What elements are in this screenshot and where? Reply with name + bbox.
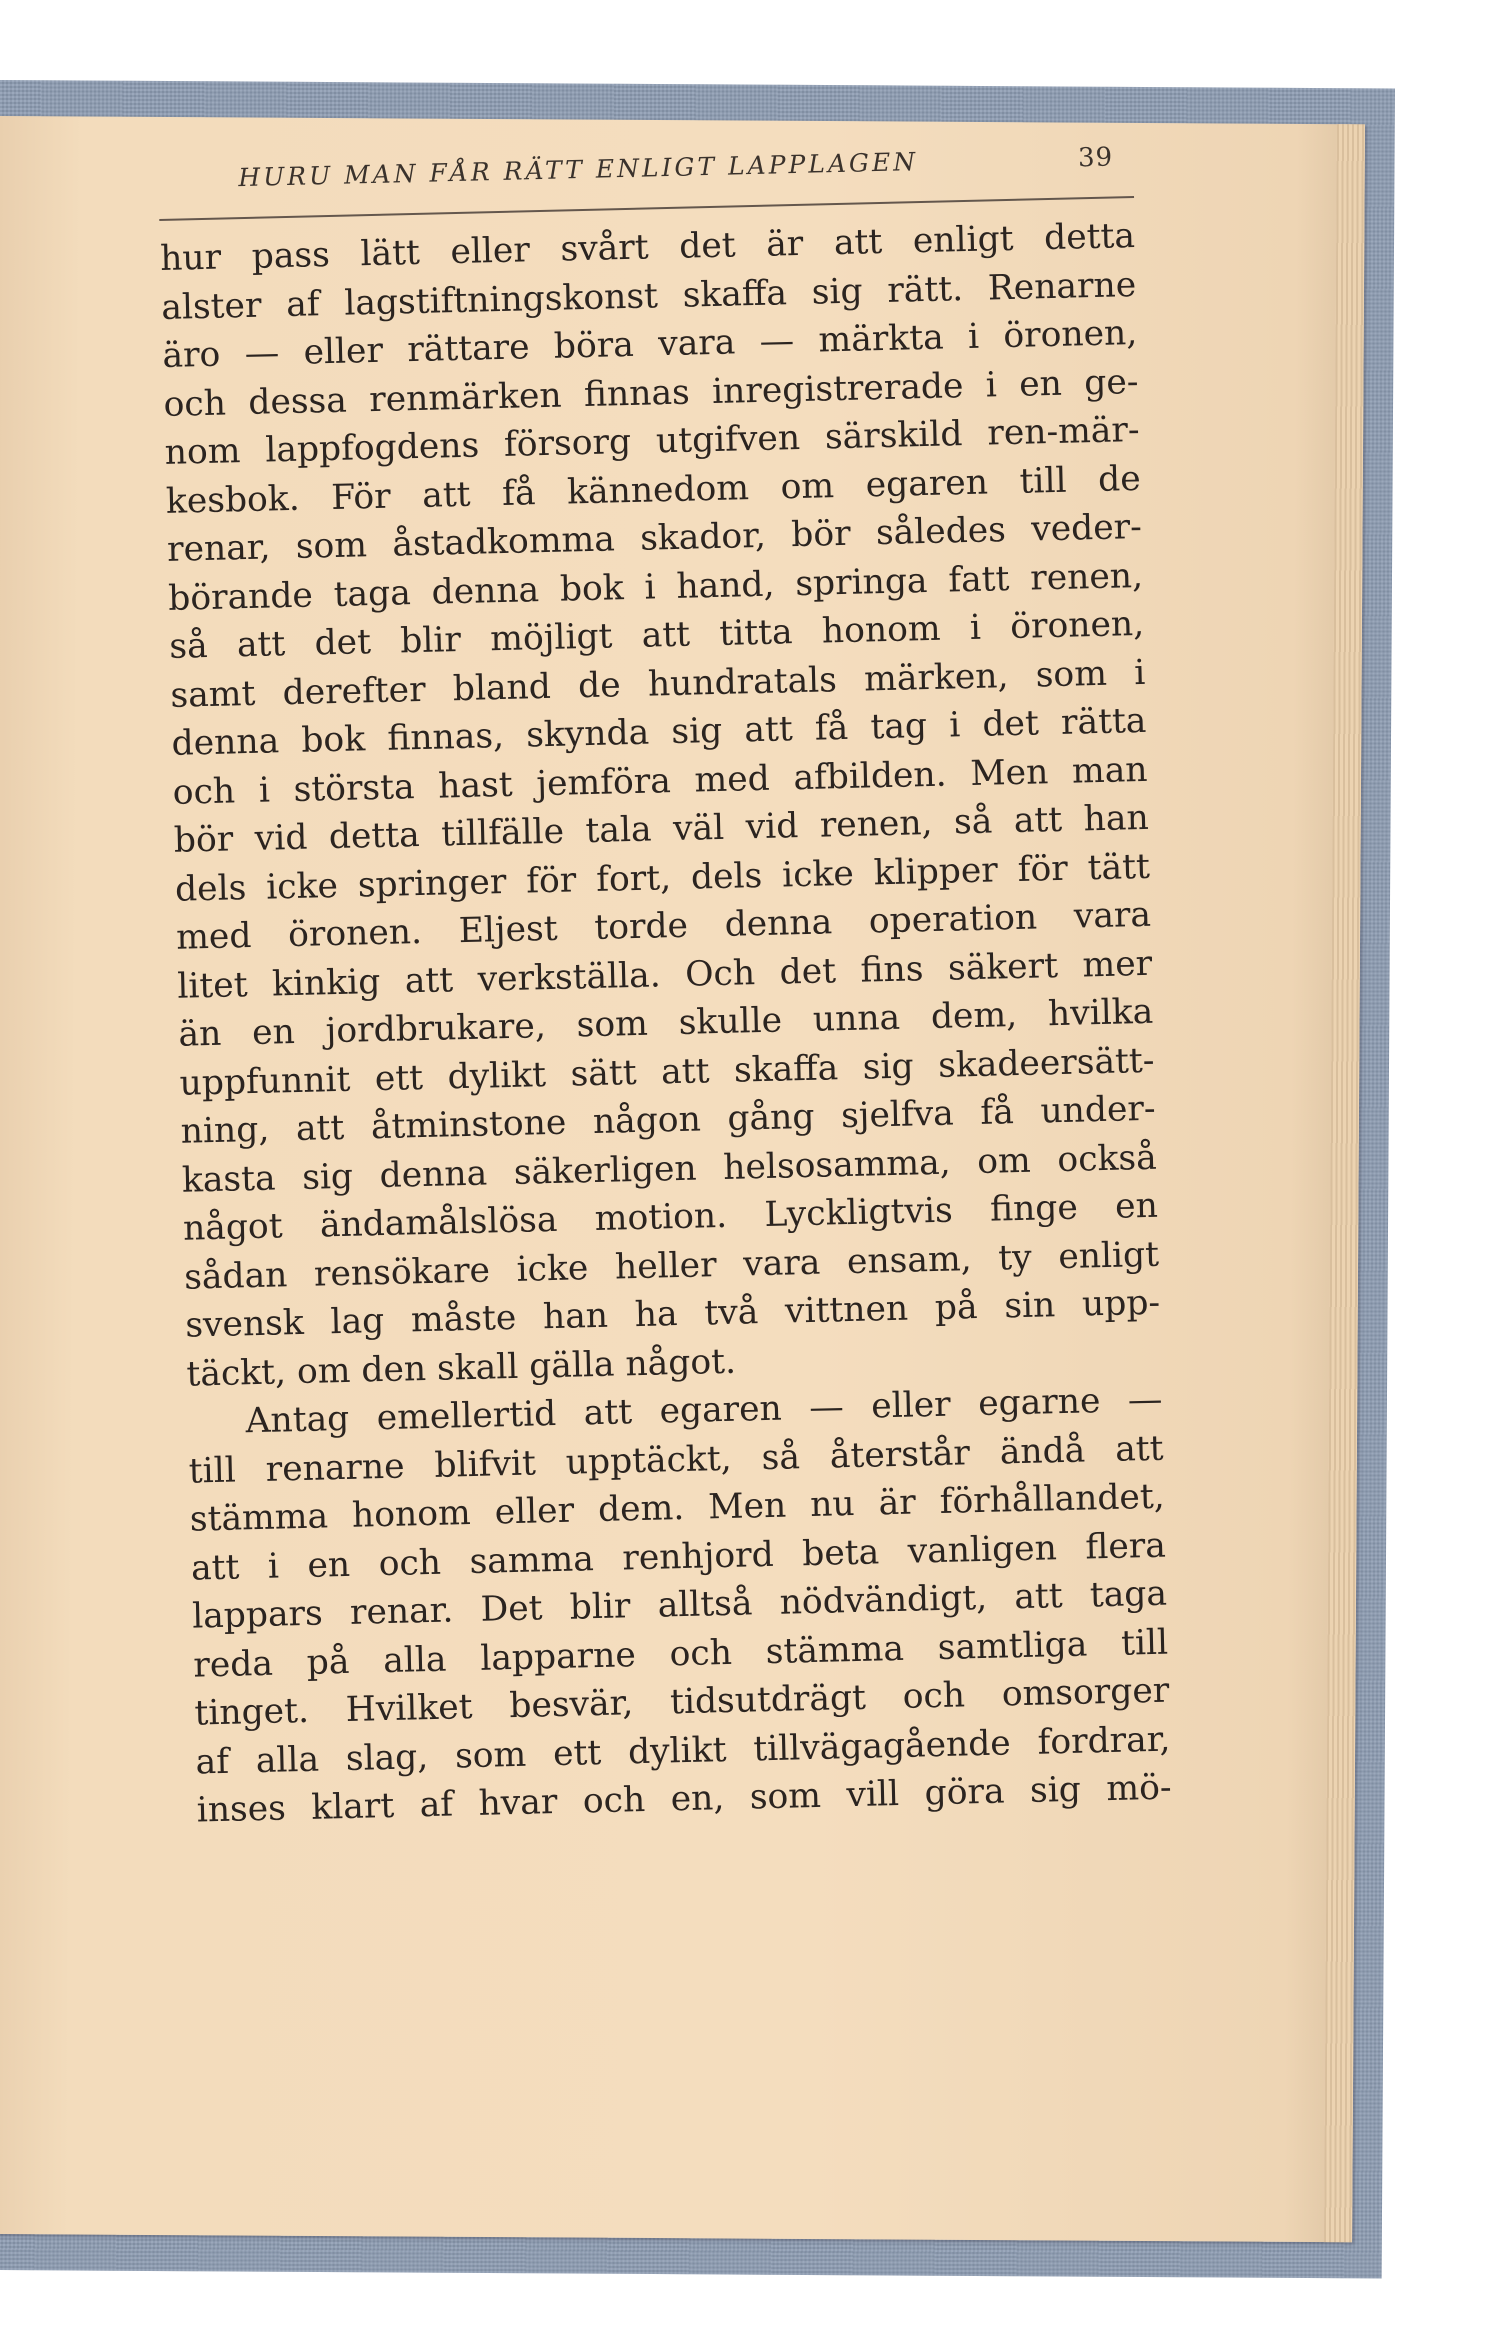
text-line: stämma honom eller dem. Men nu är förhållandet,: [189, 1476, 1166, 1540]
text-line: bör vid detta tillfälle tala väl vid renen, så att han: [173, 797, 1150, 861]
text-line: med öronen. Eljest torde denna operation vara: [175, 894, 1152, 958]
text-line: dels icke springer för fort, dels icke klipper för tätt: [174, 846, 1151, 910]
text-line: att i en och samma renhjord beta vanligen flera: [190, 1525, 1167, 1589]
paragraph-end-line: täckt, om den skall gälla något.: [186, 1341, 737, 1395]
text-line: reda på alla lapparne och stämma samtliga till: [192, 1622, 1169, 1686]
text-line: denna bok finnas, skynda sig att få tag i det rätta: [171, 700, 1147, 764]
text-line: ning, att åtminstone någon gång sjelfva få under-: [180, 1088, 1156, 1152]
text-line: något ändamålslösa motion. Lyckligtvis finge en: [182, 1185, 1159, 1249]
page-content: [158, 142, 1172, 1835]
text-line: och dessa renmärken finnas inregistrerade i en ge-: [163, 361, 1139, 425]
body-text: [160, 212, 1172, 1835]
text-line: och i största hast jemföra med afbilden. Men man: [172, 749, 1148, 813]
text-line: hur pass lätt eller svårt det är att enligt detta: [159, 216, 1136, 279]
page-number: 39: [1077, 142, 1114, 174]
text-line: börande taga denna bok i hand, springa fatt renen,: [167, 555, 1144, 619]
text-line: samt derefter bland de hundratals märken, som i: [170, 652, 1146, 716]
text-line: af alla slag, som ett dylikt tillvägagående fordrar,: [195, 1719, 1171, 1783]
text-line: inses klart af hvar och en, som vill göra sig mö-: [196, 1767, 1172, 1831]
text-line: kesbok. För att få kännedom om egaren till de: [165, 458, 1142, 522]
text-line: nom lappfogdens försorg utgifven särskild ren-mär-: [164, 409, 1140, 473]
text-line: sådan rensökare icke heller vara ensam, ty enligt: [183, 1234, 1160, 1298]
text-line: alster af lagstiftningskonst skaffa sig rätt. Renarne: [160, 264, 1137, 328]
paragraph-start-line: Antag emellertid att egaren — eller egarne —: [245, 1379, 1163, 1442]
running-head-title: HURU MAN FÅR RÄTT ENLIGT LAPPLAGEN: [237, 147, 919, 193]
text-line: till renarne blifvit upptäckt, så återstår ändå att: [188, 1428, 1164, 1492]
text-line: renar, som åstadkomma skador, bör således veder-: [166, 506, 1143, 570]
text-line: lappars renar. Det blir alltså nödvändigt, att taga: [191, 1573, 1168, 1637]
text-line: kasta sig denna säkerligen helsosamma, om också: [181, 1137, 1158, 1201]
text-line: än en jordbrukare, som skulle unna dem, hvilka: [178, 991, 1154, 1055]
text-line: litet kinkig att verkställa. Och det fins säkert mer: [176, 943, 1153, 1007]
text-line: svensk lag måste han ha två vittnen på sin upp-: [184, 1282, 1161, 1346]
text-line: uppfunnit ett dylikt sätt att skaffa sig skadeersätt-: [179, 1040, 1155, 1104]
text-line: äro — eller rättare böra vara — märkta i öronen,: [162, 312, 1138, 376]
text-line: tinget. Hvilket besvär, tidsutdrägt och omsorger: [194, 1670, 1170, 1734]
text-line: så att det blir möjligt att titta honom i öronen,: [168, 603, 1145, 667]
